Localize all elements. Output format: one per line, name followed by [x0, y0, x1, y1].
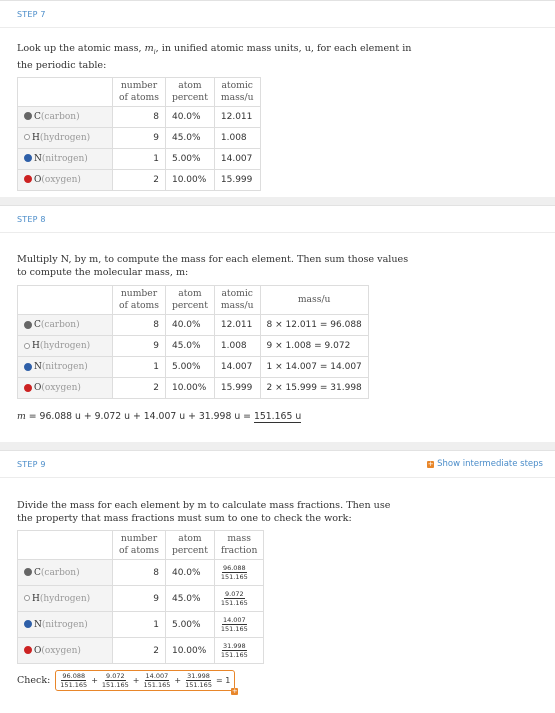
- element-symbol: N: [34, 619, 42, 630]
- column-header: atom percent: [165, 531, 214, 560]
- table-row: [18, 127, 261, 148]
- element-cell: [18, 315, 113, 336]
- atoms-cell: 9: [113, 586, 166, 612]
- plus-icon: +: [427, 459, 434, 468]
- table-corner: [18, 77, 113, 106]
- table-row: [18, 336, 369, 357]
- element-name: (hydrogen): [39, 132, 91, 143]
- column-header: mass fraction: [214, 531, 264, 560]
- element-dot-icon: [24, 154, 32, 162]
- element-symbol: C: [34, 567, 41, 578]
- atoms-cell: 1: [113, 357, 166, 378]
- mass-calc-cell: 9 × 1.008 = 9.072: [260, 336, 368, 357]
- percent-cell: 45.0%: [165, 586, 214, 612]
- element-cell: [18, 378, 113, 399]
- table-header-row: [18, 77, 261, 106]
- step-7-header: [0, 1, 555, 28]
- fraction: [143, 672, 170, 689]
- atoms-cell: 2: [113, 378, 166, 399]
- step-8-description: Multiply N, by m, to compute the mass for each element. Then sum those values to compute the molecular mass, m:: [17, 254, 409, 278]
- step-8-header: [0, 206, 555, 233]
- step-9-header: [0, 451, 555, 478]
- atoms-cell: 8: [113, 560, 166, 586]
- fraction: [221, 616, 248, 633]
- percent-cell: 40.0%: [165, 560, 214, 586]
- check-result: = 1: [215, 676, 231, 685]
- element-mass-table: [17, 285, 369, 399]
- atoms-cell: 9: [113, 336, 166, 357]
- element-symbol: H: [32, 593, 40, 604]
- check-row: [0, 670, 555, 695]
- element-name: (oxygen): [41, 645, 81, 656]
- mass-calc-cell: 8 × 12.011 = 96.088: [260, 315, 368, 336]
- percent-cell: 5.00%: [165, 148, 214, 169]
- atoms-cell: 2: [113, 169, 166, 190]
- fraction: [102, 672, 129, 689]
- fraction-denominator: 151.165: [101, 681, 129, 689]
- plus-icon: +: [231, 687, 238, 695]
- check-expression[interactable]: [55, 670, 238, 695]
- table-row: [18, 169, 261, 190]
- column-header: number of atoms: [113, 531, 166, 560]
- element-dot-icon: [24, 343, 30, 349]
- table-row: [18, 106, 261, 127]
- step-9-panel: [0, 450, 555, 713]
- element-symbol: N: [34, 153, 42, 164]
- fraction-numerator: 14.007: [222, 616, 246, 624]
- fraction-cell: [214, 612, 264, 638]
- element-dot-icon: [24, 646, 32, 654]
- fraction-cell: [214, 638, 264, 664]
- element-cell: [18, 148, 113, 169]
- percent-cell: 45.0%: [165, 336, 214, 357]
- element-symbol: H: [32, 341, 40, 351]
- element-cell: [18, 169, 113, 190]
- element-symbol: C: [34, 111, 41, 122]
- mass-cell: 12.011: [214, 106, 260, 127]
- fraction-denominator: 151.165: [220, 651, 248, 659]
- mass-calc-cell: 2 × 15.999 = 31.998: [260, 378, 368, 399]
- mass-cell: 15.999: [214, 169, 260, 190]
- fraction-numerator: 14.007: [145, 672, 169, 680]
- element-dot-icon: [24, 568, 32, 576]
- element-cell: [18, 586, 113, 612]
- show-intermediate-steps-button[interactable]: + Show intermediate steps: [427, 459, 543, 469]
- element-dot-icon: [24, 134, 30, 140]
- mass-cell: 1.008: [214, 127, 260, 148]
- table-row: [18, 586, 264, 612]
- step-7-label: STEP 7: [17, 9, 46, 19]
- element-symbol: O: [34, 383, 42, 393]
- percent-cell: 10.00%: [165, 638, 214, 664]
- element-name: (oxygen): [41, 174, 81, 185]
- plus-sign: +: [132, 676, 140, 685]
- mass-cell: 1.008: [214, 336, 260, 357]
- element-symbol: N: [34, 362, 42, 372]
- column-header: number of atoms: [113, 77, 166, 106]
- fraction-cell: [214, 560, 264, 586]
- element-name: (oxygen): [41, 383, 81, 393]
- percent-cell: 45.0%: [165, 127, 214, 148]
- fraction-denominator: 151.165: [220, 599, 248, 607]
- mass-calc-cell: 1 × 14.007 = 14.007: [260, 357, 368, 378]
- element-name: (nitrogen): [41, 153, 88, 164]
- percent-cell: 10.00%: [165, 378, 214, 399]
- fraction-denominator: 151.165: [220, 573, 248, 581]
- mass-fraction-table: [17, 530, 264, 664]
- element-name: (carbon): [40, 567, 80, 578]
- percent-cell: 40.0%: [165, 315, 214, 336]
- table-row: [18, 612, 264, 638]
- percent-cell: 10.00%: [165, 169, 214, 190]
- atoms-cell: 1: [113, 148, 166, 169]
- molecular-mass-result: 151.165 u: [253, 411, 302, 422]
- table-row: [18, 148, 261, 169]
- column-header: atomic mass/u: [214, 286, 260, 315]
- element-dot-icon: [24, 321, 32, 329]
- element-cell: [18, 336, 113, 357]
- table-row: [18, 378, 369, 399]
- fraction: [221, 642, 248, 659]
- mass-cell: 14.007: [214, 357, 260, 378]
- element-name: (hydrogen): [39, 593, 91, 604]
- table-corner: [18, 286, 113, 315]
- mass-cell: 12.011: [214, 315, 260, 336]
- element-cell: [18, 127, 113, 148]
- fraction: [221, 564, 248, 581]
- element-cell: [18, 357, 113, 378]
- fraction: [60, 672, 87, 689]
- fraction-numerator: 96.088: [62, 672, 86, 680]
- atoms-cell: 9: [113, 127, 166, 148]
- element-name: (carbon): [40, 320, 80, 330]
- column-header: mass/u: [260, 286, 368, 315]
- plus-sign: +: [174, 676, 182, 685]
- fraction: [221, 590, 248, 607]
- element-symbol: O: [34, 645, 42, 656]
- table-row: [18, 638, 264, 664]
- step-9-description: Divide the mass for each element by m to calculate mass fractions. Then use the property that mass fractions must sum to one to check the work:: [17, 500, 391, 524]
- fraction-denominator: 151.165: [143, 681, 171, 689]
- element-name: (nitrogen): [41, 362, 88, 372]
- element-dot-icon: [24, 384, 32, 392]
- step-7-description: Look up the atomic mass, $m_i$, in unified atomic mass units, u, for each element in the periodic table:: [17, 43, 412, 71]
- fraction: [185, 672, 212, 689]
- element-symbol: C: [34, 320, 41, 330]
- element-dot-icon: [24, 175, 32, 183]
- percent-cell: 5.00%: [165, 357, 214, 378]
- column-header: atom percent: [165, 286, 214, 315]
- atoms-cell: 2: [113, 638, 166, 664]
- element-cell: [18, 638, 113, 664]
- element-symbol: O: [34, 174, 42, 185]
- fraction-numerator: 9.072: [106, 672, 125, 680]
- fraction-denominator: 151.165: [220, 625, 248, 633]
- fraction-numerator: 31.998: [187, 672, 210, 680]
- element-name: (hydrogen): [39, 341, 91, 351]
- atoms-cell: 1: [113, 612, 166, 638]
- element-cell: [18, 106, 113, 127]
- step-8-label: STEP 8: [17, 214, 46, 224]
- element-dot-icon: [24, 363, 32, 371]
- step-8-panel: [0, 205, 555, 442]
- table-row: [18, 560, 264, 586]
- table-corner: [18, 531, 113, 560]
- molecular-mass-equation: m = 96.088 u + 9.072 u + 14.007 u + 31.998 u = 151.165 u: [17, 411, 302, 422]
- element-cell: [18, 560, 113, 586]
- element-name: (nitrogen): [41, 619, 88, 630]
- atomic-mass-table: [17, 77, 261, 191]
- atoms-cell: 8: [113, 315, 166, 336]
- check-label: Check:: [17, 675, 51, 686]
- element-cell: [18, 612, 113, 638]
- percent-cell: 40.0%: [165, 106, 214, 127]
- table-header-row: [18, 531, 264, 560]
- fraction-numerator: 31.998: [222, 642, 246, 650]
- column-header: number of atoms: [113, 286, 166, 315]
- mass-cell: 15.999: [214, 378, 260, 399]
- element-dot-icon: [24, 595, 30, 601]
- step-7-panel: [0, 0, 555, 197]
- table-header-row: [18, 286, 369, 315]
- mass-cell: 14.007: [214, 148, 260, 169]
- plus-sign: +: [91, 676, 98, 685]
- fraction-numerator: 96.088: [222, 564, 246, 572]
- element-name: (carbon): [40, 111, 80, 122]
- step-9-label: STEP 9: [17, 459, 46, 469]
- column-header: atomic mass/u: [214, 77, 260, 106]
- percent-cell: 5.00%: [165, 612, 214, 638]
- element-symbol: H: [32, 132, 40, 143]
- element-dot-icon: [24, 620, 32, 628]
- element-dot-icon: [24, 112, 32, 120]
- table-row: [18, 315, 369, 336]
- fraction-denominator: 151.165: [60, 681, 88, 689]
- column-header: atom percent: [165, 77, 214, 106]
- fraction-denominator: 151.165: [185, 681, 212, 689]
- fraction-cell: [214, 586, 264, 612]
- fraction-numerator: 9.072: [225, 590, 244, 598]
- table-row: [18, 357, 369, 378]
- atoms-cell: 8: [113, 106, 166, 127]
